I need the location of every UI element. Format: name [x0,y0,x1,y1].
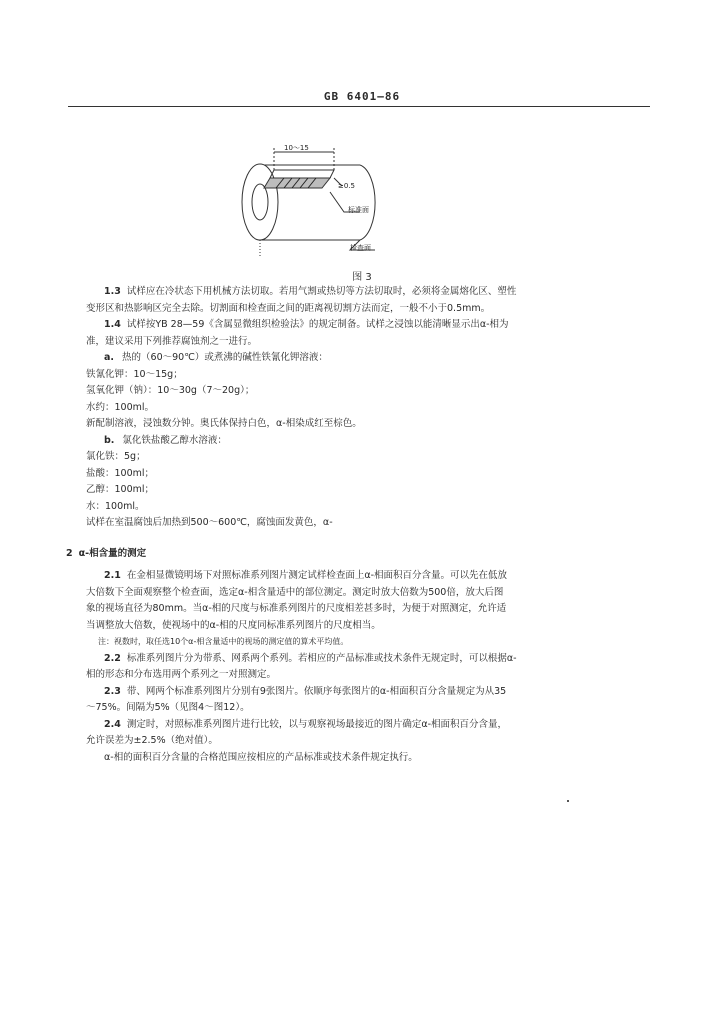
note-2-1: 注：视数时，取任选10个α-相含量适中的视场的测定值的算术平均值。 [98,637,349,646]
dim-offset-label: ≥0.5 [338,182,355,190]
figure-3-diagram [230,140,395,262]
paragraph-2-4: 2.4 测定时，对照标准系列图片进行比较，以与观察视场最接近的图片确定α-相面积百分含量， [104,718,508,730]
item-b-line: 水：100ml。 [86,500,145,512]
header-rule [68,106,650,107]
paragraph-1-4-cont: 准，建议采用下列推荐腐蚀剂之一进行。 [86,335,258,347]
paragraph-2-2: 2.2 标准系列图片分为带系、网系两个系列。若相应的产品标准或技术条件无规定时，可以根据α- [104,652,517,664]
item-b-line: 乙醇：100ml； [86,484,155,495]
paragraph-1-3: 1.3 试样应在冷状态下用机械方法切取。若用气割或热切等方法切取时，必须将金属熔化区、塑性 [104,286,517,297]
item-a-title: a. 热的（60～90℃）或煮沸的碱性铁氰化钾溶液： [104,352,328,363]
section-2-heading: 2 α-相含量的测定 [66,547,147,559]
figure-caption: 图 3 [352,272,372,283]
item-a-line: 新配制溶液，浸蚀数分钟。奥氏体保持白色，α-相染成红至棕色。 [86,418,362,429]
item-b-line: 试样在室温腐蚀后加热到500～600℃，腐蚀面发黄色，α- [86,517,333,528]
standard-surface-label: 标准面 [348,206,369,214]
item-a-line: 氢氧化钾（钠）：10～30g（7～20g）； [86,385,255,396]
paragraph-2-4-cont: 允许误差为±2.5%（绝对值）。 [86,735,218,746]
paragraph-1-3-cont: 变形区和热影响区完全去除。切割面和检查面之间的距离视切割方法而定，一般不小于0.5mm。 [86,302,491,314]
inspection-surface-label: 检查面 [350,244,371,252]
document-body [66,284,578,766]
scan-speck [567,800,569,802]
item-a-line: 水约：100ml。 [86,401,155,413]
paragraph-2-1-cont: 象的视场直径为80mm。当α-相的尺度与标准系列图片的尺度相差甚多时，为便于对照测定，允许适 [86,603,507,614]
item-b-title: b. 氯化铁盐酸乙醇水溶液： [104,434,227,446]
paragraph-2-1: 2.1 在金相显微镜明场下对照标准系列图片测定试样检查面上α-相面积百分含量。可以先在低放 [104,570,508,581]
item-a-line: 铁氰化钾：10～15g； [86,368,183,380]
paragraph-2-3-cont: ～75%。间隔为5%（见图4～图12）。 [86,702,250,713]
dim-width-label: 10～15 [284,144,309,152]
paragraph-2-2-cont: 相的形态和分布选用两个系列之一对照测定。 [86,669,277,680]
page-header: GB 6401—86 [323,90,401,103]
item-b-line: 氯化铁：5g； [86,451,146,462]
paragraph-2-3: 2.3 带、网两个标准系列图片分别有9张图片。依顺序每张图片的α-相面积百分含量规定为从35 [104,685,507,697]
item-b-line: 盐酸：100ml； [86,467,155,479]
paragraph-2-1-cont: 大倍数下全面观察整个检查面，选定α-相含量适中的部位测定。测定时放大倍数为500倍，放大后图 [86,586,504,598]
paragraph-1-4: 1.4 试样按YB 28—59《含属显微组织检验法》的规定制备。试样之浸蚀以能清晰显示出α-相为 [104,319,509,330]
paragraph-2-1-cont: 当调整放大倍数，使视场中的α-相的尺度同标准系列图片的尺度相当。 [86,619,381,631]
paragraph-2-4-final: α-相的面积百分含量的合格范围应按相应的产品标准或技术条件规定执行。 [104,751,418,763]
